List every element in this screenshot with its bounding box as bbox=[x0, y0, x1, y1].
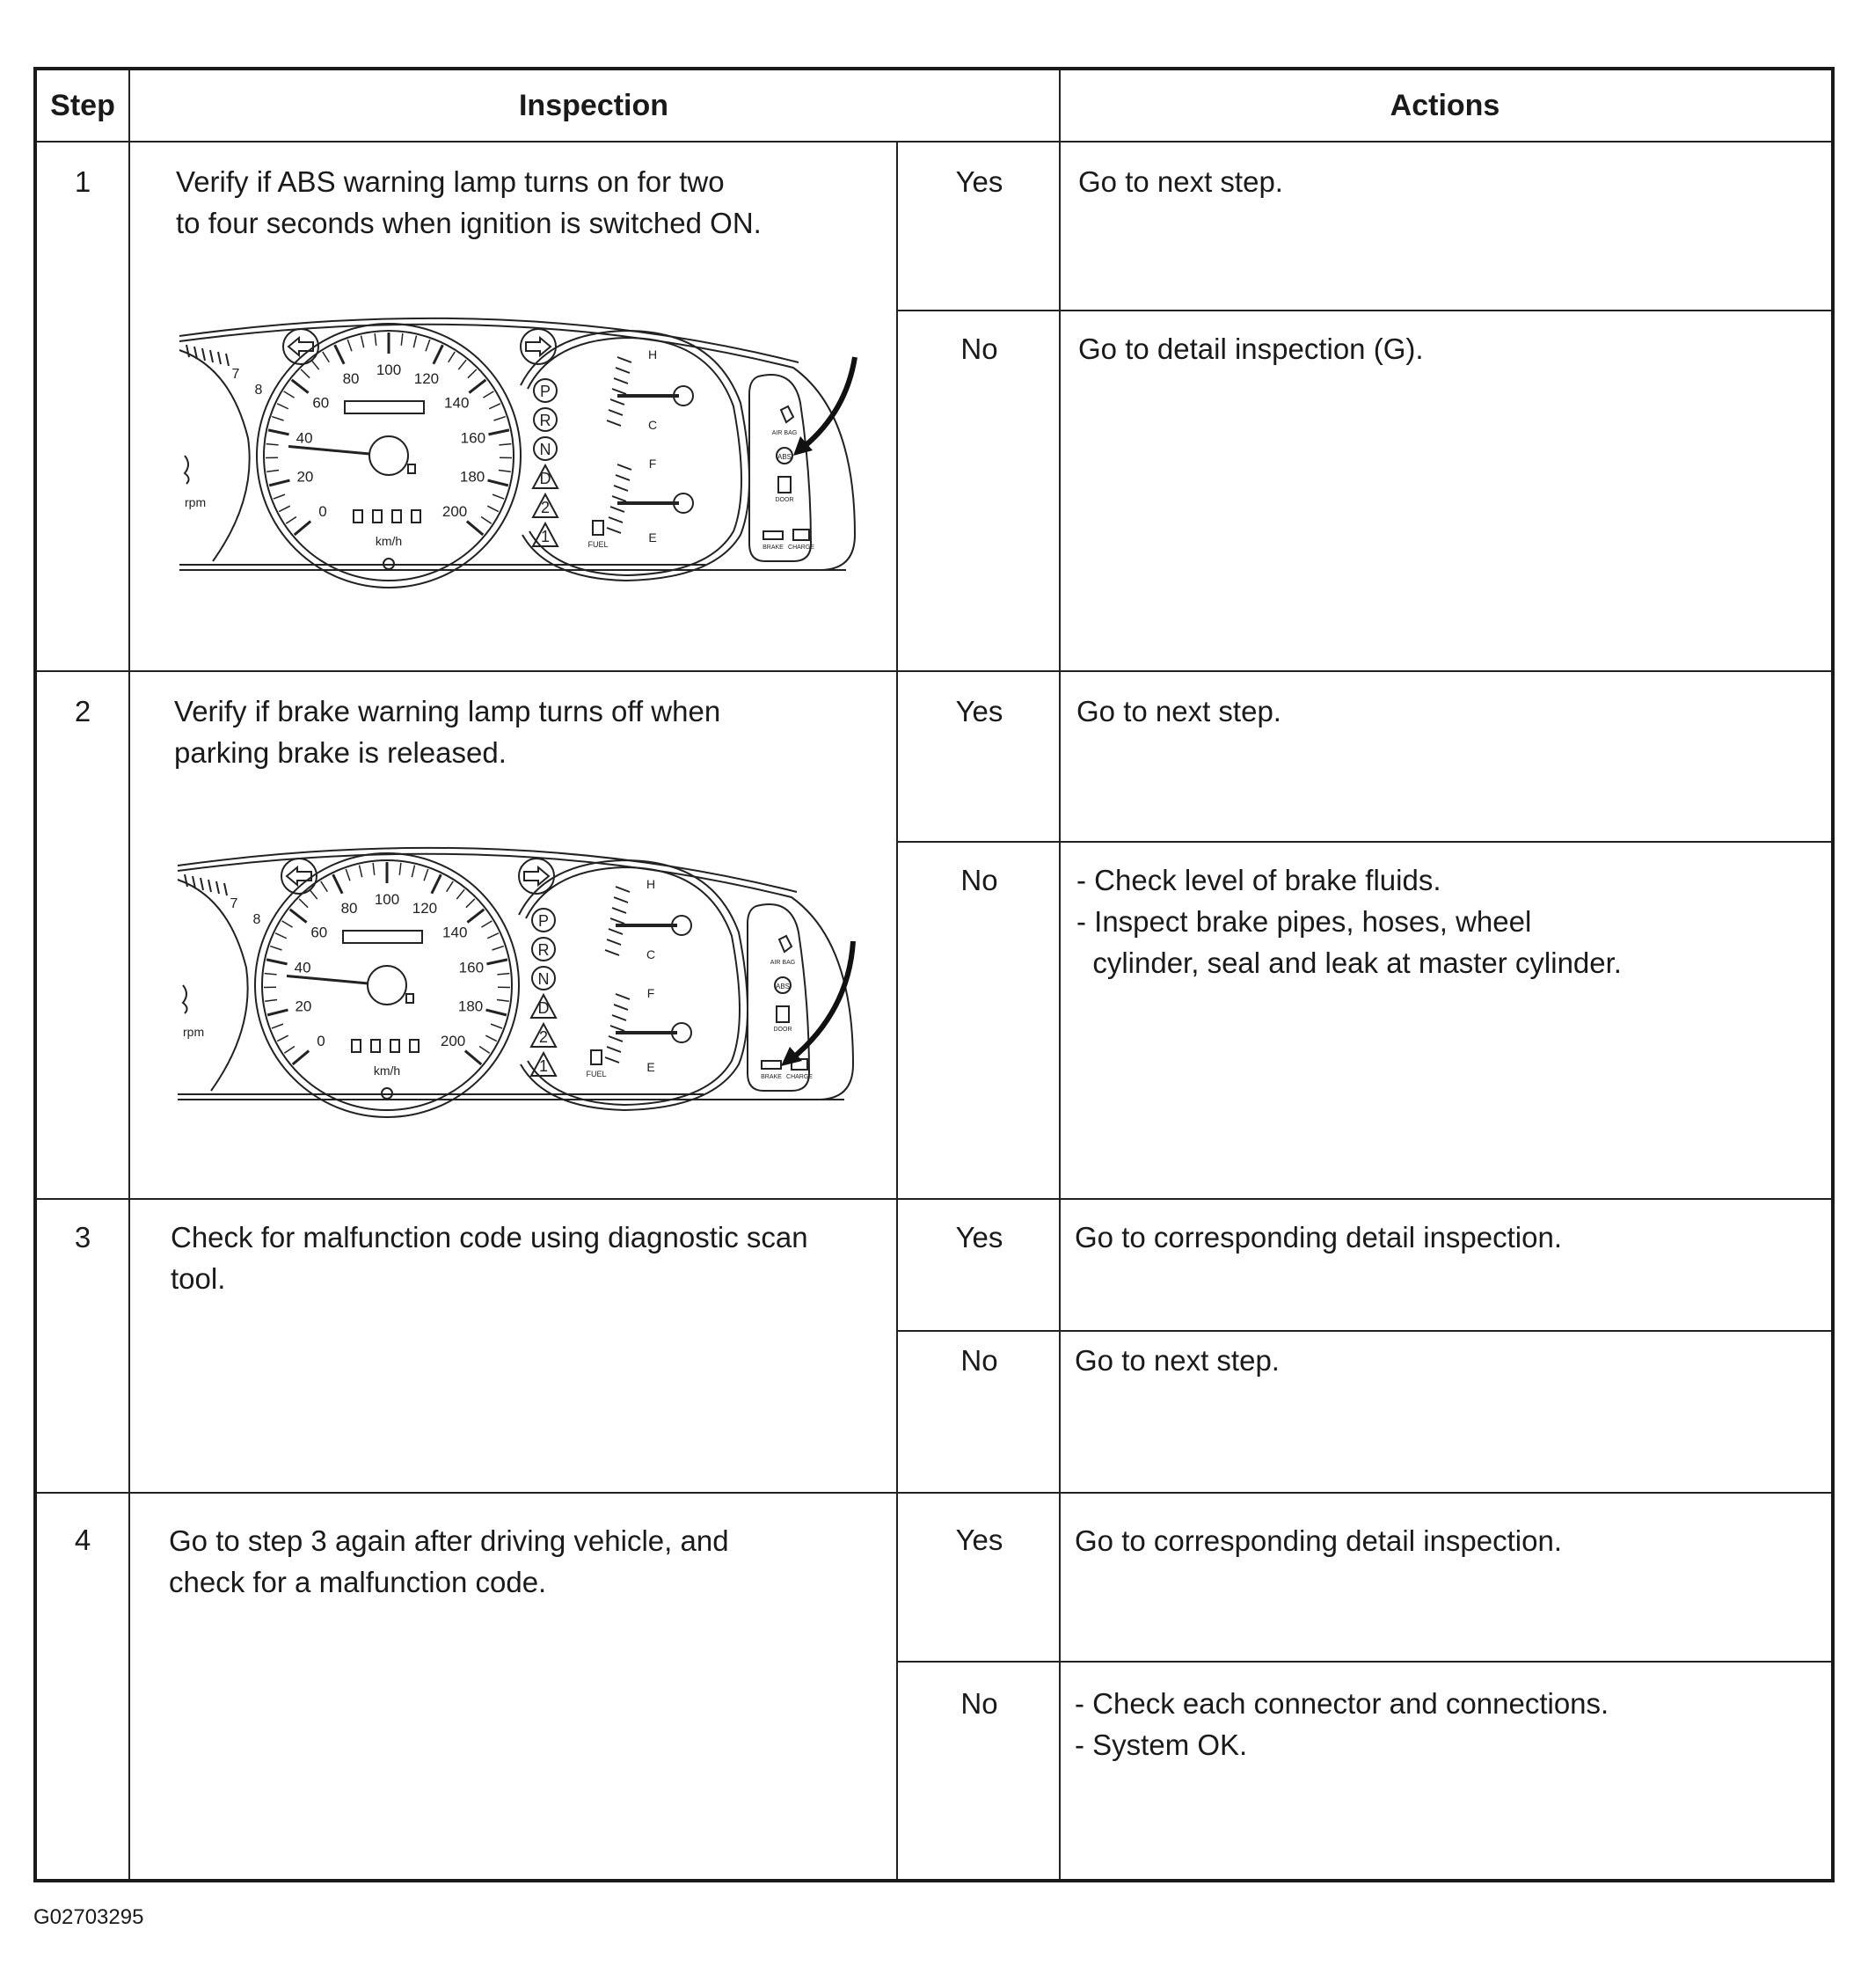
pointer-arrow bbox=[792, 941, 853, 1059]
speedometer-tick bbox=[290, 910, 307, 923]
speedometer-tick bbox=[488, 480, 508, 486]
fuel-full-label: F bbox=[646, 986, 655, 1000]
speedometer-tick bbox=[293, 1051, 309, 1064]
speedometer-tick bbox=[492, 946, 503, 950]
airbag-warning-label: AIR BAG bbox=[770, 960, 796, 966]
tachometer-tick bbox=[185, 874, 187, 887]
speedometer-tick bbox=[279, 506, 289, 511]
temperature-hot-label: H bbox=[647, 347, 658, 362]
temperature-tick bbox=[607, 939, 621, 945]
step-inspection-text: Verify if ABS warning lamp turns on for two to four seconds when ignition is switched ON. bbox=[176, 165, 762, 239]
action-line: - System OK. bbox=[1075, 1729, 1248, 1761]
gear-indicator-letter: D bbox=[537, 999, 550, 1017]
speedometer-reset-knob bbox=[406, 994, 413, 1003]
speedometer-tick bbox=[268, 430, 288, 435]
speedometer-tick bbox=[266, 470, 279, 471]
gear-indicator-letter: R bbox=[539, 412, 551, 429]
gear-indicator-letter: 2 bbox=[538, 1028, 549, 1046]
speedometer-tick bbox=[449, 352, 456, 362]
speedometer-tick bbox=[373, 863, 375, 875]
speedometer-tick bbox=[265, 974, 277, 975]
action-line: - Inspect brake pipes, hoses, wheel bbox=[1076, 905, 1532, 938]
speedometer-tick bbox=[491, 1024, 502, 1028]
step1-yes-no-divider bbox=[896, 310, 1831, 311]
brake-warning-label: BRAKE bbox=[763, 545, 784, 551]
odometer-digit bbox=[390, 1040, 399, 1052]
odometer-digit bbox=[352, 1040, 361, 1052]
speedometer-number: 200 bbox=[440, 1032, 466, 1049]
tachometer-arc bbox=[179, 350, 250, 561]
speedometer-tick bbox=[335, 345, 345, 364]
instrument-cluster-abs-figure bbox=[178, 315, 864, 667]
speedometer-number: 80 bbox=[342, 369, 360, 387]
speedometer-tick bbox=[310, 889, 317, 899]
fuel-tick bbox=[614, 486, 628, 491]
speedometer-number: 100 bbox=[376, 362, 402, 378]
speedometer-tick bbox=[487, 933, 499, 939]
speedometer-number: 0 bbox=[317, 1032, 325, 1049]
temperature-cold-label: C bbox=[646, 947, 656, 961]
speedometer-tick bbox=[321, 881, 328, 892]
gear-indicator-letter: D bbox=[539, 470, 551, 487]
action-line: - Check each connector and connections. bbox=[1075, 1687, 1609, 1720]
odometer-digit bbox=[354, 510, 362, 523]
tachometer-tick bbox=[224, 883, 227, 895]
temperature-tick bbox=[610, 918, 624, 924]
action-line: Go to next step. bbox=[1075, 1344, 1280, 1377]
gear-indicator-letter: N bbox=[537, 970, 550, 988]
speedometer-tick bbox=[486, 1010, 507, 1015]
action-line: cylinder, seal and leak at master cylinder. bbox=[1076, 946, 1622, 979]
door-warning-label: DOOR bbox=[775, 497, 794, 503]
speedometer-number: 0 bbox=[318, 502, 327, 520]
speedometer-number: 200 bbox=[441, 502, 468, 520]
step2-yes-no-divider bbox=[896, 841, 1831, 843]
temperature-tick bbox=[616, 887, 630, 892]
speedometer-tick bbox=[292, 380, 309, 393]
speedometer-tick bbox=[488, 430, 508, 435]
yes-label: Yes bbox=[955, 1524, 1003, 1556]
speedometer-number: 20 bbox=[295, 998, 312, 1015]
brake-warning-lamp bbox=[763, 531, 783, 539]
tachometer-tick bbox=[216, 881, 219, 894]
step1-row-divider bbox=[37, 670, 1831, 672]
step4-yes-no-divider bbox=[896, 1661, 1831, 1663]
no-label: No bbox=[960, 1344, 998, 1377]
speedometer-tick bbox=[266, 960, 287, 964]
tachometer-tick bbox=[186, 345, 189, 357]
charge-warning-lamp bbox=[793, 530, 809, 540]
abs-warning-label: ABS bbox=[775, 983, 791, 990]
airbag-warning-icon bbox=[781, 406, 793, 422]
fuel-tick bbox=[612, 1015, 626, 1020]
speedometer-tick bbox=[375, 333, 376, 346]
speedometer-display-window bbox=[345, 401, 424, 413]
speedometer-tick bbox=[497, 999, 509, 1001]
speedometer-tick bbox=[299, 899, 308, 908]
speedometer-number: 120 bbox=[412, 899, 438, 917]
header-actions: Actions bbox=[1390, 88, 1500, 122]
speedometer-number: 80 bbox=[340, 899, 358, 917]
speedometer-tick bbox=[486, 960, 507, 964]
no-action bbox=[1078, 328, 1424, 369]
tachometer-tick bbox=[226, 354, 229, 366]
speedometer-tick bbox=[465, 1051, 481, 1064]
speedometer-number: 40 bbox=[296, 429, 313, 447]
speedometer-number: 60 bbox=[310, 924, 328, 941]
speedometer-number: 160 bbox=[458, 959, 485, 976]
speedometer-needle-hub bbox=[368, 966, 406, 1005]
action-line: Go to next step. bbox=[1076, 695, 1281, 727]
charge-warning-label: CHARGE bbox=[788, 545, 814, 551]
cluster-housing-top bbox=[178, 854, 853, 1100]
speedometer-tick bbox=[274, 494, 285, 499]
pointer-arrow bbox=[804, 357, 855, 447]
speedometer-display-window bbox=[343, 931, 422, 943]
fuel-tick bbox=[609, 1036, 623, 1042]
step-column-divider bbox=[128, 70, 130, 1879]
speedometer-tick bbox=[277, 404, 288, 409]
airbag-warning-icon bbox=[779, 936, 792, 952]
door-warning-icon bbox=[777, 1006, 789, 1022]
speedometer-number: 180 bbox=[457, 998, 484, 1015]
fuel-tick bbox=[616, 475, 630, 480]
speedometer-tick bbox=[456, 889, 464, 899]
fuel-tick bbox=[616, 994, 630, 999]
tachometer-unit: rpm bbox=[185, 495, 207, 509]
gear-indicator-letter: N bbox=[539, 441, 551, 458]
temperature-cold-label: C bbox=[647, 418, 658, 432]
tachometer-arc bbox=[178, 880, 248, 1091]
speedometer-tick bbox=[466, 899, 475, 908]
warning-lamp-pod bbox=[749, 375, 811, 561]
odometer-digit bbox=[371, 1040, 380, 1052]
no-action bbox=[1076, 859, 1622, 983]
action-line: Go to next step. bbox=[1078, 165, 1283, 198]
temperature-tick bbox=[607, 420, 621, 426]
gauge-pod-inner bbox=[528, 338, 741, 575]
speedometer-tick bbox=[333, 874, 343, 894]
temperature-tick bbox=[614, 378, 628, 384]
door-warning-label: DOOR bbox=[773, 1027, 792, 1033]
warning-lamp-pod bbox=[748, 904, 809, 1091]
fuel-tick bbox=[609, 517, 623, 523]
speedometer-tick bbox=[301, 369, 310, 378]
speedometer-tick bbox=[489, 404, 500, 409]
speedometer-tick bbox=[311, 360, 319, 369]
speedometer-tick bbox=[282, 921, 293, 927]
cluster-housing-top bbox=[179, 325, 855, 570]
speedometer-tick bbox=[401, 333, 403, 346]
speedometer-tick bbox=[493, 417, 505, 420]
brake-warning-label: BRAKE bbox=[761, 1074, 782, 1080]
tachometer-tick bbox=[218, 352, 221, 364]
fuel-pump-icon bbox=[593, 521, 603, 535]
fuel-label: FUEL bbox=[586, 1070, 607, 1078]
temperature-tick bbox=[612, 389, 626, 394]
temperature-tick bbox=[605, 950, 619, 955]
speedometer-number: 40 bbox=[294, 959, 311, 976]
tachometer-unit: rpm bbox=[183, 1025, 205, 1039]
temperature-tick bbox=[617, 357, 631, 362]
gear-indicator-letter: R bbox=[537, 941, 550, 959]
speedometer-tick bbox=[483, 391, 493, 398]
gear-indicator-letter: 1 bbox=[538, 1057, 549, 1075]
speedometer-tick bbox=[275, 933, 287, 939]
fuel-label: FUEL bbox=[587, 540, 609, 549]
gear-indicator-letter: P bbox=[539, 383, 551, 400]
step-number: 4 bbox=[74, 1524, 91, 1556]
header-divider bbox=[37, 141, 1831, 143]
step3-yes-no-divider bbox=[896, 1330, 1831, 1332]
figure-code: G02703295 bbox=[33, 1905, 144, 1929]
speedometer-tick bbox=[447, 881, 454, 892]
fuel-empty-label: E bbox=[646, 1060, 655, 1074]
left-turn-signal-icon bbox=[288, 338, 313, 355]
temperature-tick bbox=[612, 908, 626, 913]
yes-action bbox=[1075, 1217, 1562, 1258]
speedometer-tick bbox=[481, 517, 492, 524]
speedometer-number: 180 bbox=[459, 468, 485, 486]
gear-indicator-letter: 1 bbox=[540, 528, 551, 545]
tachometer-number: 8 bbox=[252, 912, 261, 927]
temperature-tick bbox=[609, 929, 623, 934]
action-line: Go to corresponding detail inspection. bbox=[1075, 1221, 1563, 1253]
fuel-tick bbox=[617, 464, 631, 470]
temperature-tick bbox=[609, 410, 623, 415]
speedometer-tick bbox=[399, 863, 401, 875]
instrument-cluster-brake-figure bbox=[176, 844, 862, 1196]
speedometer-tick bbox=[284, 391, 295, 398]
speedometer-tick bbox=[286, 517, 296, 524]
speedometer-tick bbox=[272, 1024, 283, 1028]
header-inspection: Inspection bbox=[518, 88, 669, 122]
speedometer-tick bbox=[487, 506, 498, 511]
speedometer-tick bbox=[412, 866, 414, 878]
no-action bbox=[1075, 1340, 1280, 1381]
speedometer-number: 140 bbox=[444, 394, 470, 412]
step2-row-divider bbox=[37, 1198, 1831, 1200]
speedometer-tick bbox=[458, 360, 466, 369]
airbag-warning-label: AIR BAG bbox=[771, 430, 798, 436]
door-warning-icon bbox=[778, 477, 791, 493]
speedometer-unit: km/h bbox=[375, 534, 403, 548]
odometer-digit bbox=[412, 510, 420, 523]
speedometer-tick bbox=[347, 340, 352, 351]
speedometer-tick bbox=[266, 444, 279, 445]
yes-action bbox=[1076, 691, 1281, 732]
speedometer-needle-hub bbox=[369, 436, 408, 475]
speedometer-tick bbox=[346, 869, 350, 881]
gear-indicator-letter: 2 bbox=[540, 499, 551, 516]
speedometer-tick bbox=[270, 946, 281, 950]
temperature-tick bbox=[610, 399, 624, 405]
speedometer-number: 60 bbox=[312, 394, 330, 412]
speedometer-tick bbox=[277, 1035, 288, 1041]
temperature-hot-label: H bbox=[646, 877, 656, 891]
speedometer-number: 140 bbox=[442, 924, 468, 941]
speedometer-tick bbox=[272, 417, 283, 420]
step-inspection-text: Verify if brake warning lamp turns off when parking brake is released. bbox=[174, 695, 721, 769]
speedometer-tick bbox=[295, 522, 310, 535]
fuel-tick bbox=[607, 1047, 621, 1052]
speedometer-tick bbox=[499, 444, 511, 445]
tachometer-number: 7 bbox=[230, 896, 238, 911]
speedometer-tick bbox=[361, 336, 364, 348]
tachometer-tick bbox=[201, 878, 203, 890]
speedometer-tick bbox=[434, 345, 443, 364]
yes-label: Yes bbox=[955, 695, 1003, 727]
yes-action bbox=[1075, 1520, 1562, 1561]
fuel-tick bbox=[605, 1057, 619, 1063]
yes-label: Yes bbox=[955, 165, 1003, 198]
speedometer-tick bbox=[360, 866, 362, 878]
odometer-digit bbox=[373, 510, 382, 523]
action-line: Go to detail inspection (G). bbox=[1078, 333, 1424, 365]
yes-label: Yes bbox=[955, 1221, 1003, 1253]
yes-no-column-divider bbox=[896, 141, 898, 1879]
speedometer-number: 20 bbox=[296, 468, 314, 486]
charge-warning-label: CHARGE bbox=[786, 1074, 813, 1080]
tachometer-number: 8 bbox=[254, 383, 263, 398]
speedometer-tick bbox=[493, 494, 504, 499]
tachometer-needle-hub bbox=[183, 985, 187, 1013]
tachometer-tick bbox=[208, 880, 211, 892]
speedometer-tick bbox=[432, 874, 441, 894]
step-inspection-text: Go to step 3 again after driving vehicle, and check for a malfunction code. bbox=[169, 1524, 729, 1598]
action-line: Go to corresponding detail inspection. bbox=[1075, 1524, 1563, 1557]
left-turn-signal-icon bbox=[287, 867, 311, 885]
speedometer-tick bbox=[424, 869, 428, 881]
speedometer-number: 160 bbox=[460, 429, 486, 447]
fuel-full-label: F bbox=[648, 457, 657, 471]
fuel-tick bbox=[614, 1005, 628, 1010]
inspection-table bbox=[33, 67, 1835, 1882]
brake-warning-lamp bbox=[762, 1061, 781, 1069]
speedometer-tick bbox=[467, 522, 483, 535]
speedometer-tick bbox=[265, 999, 277, 1001]
step-inspection-text: Check for malfunction code using diagnostic scan tool. bbox=[171, 1221, 808, 1295]
speedometer-tick bbox=[468, 369, 477, 378]
speedometer-tick bbox=[467, 910, 484, 923]
speedometer-tick bbox=[469, 380, 485, 393]
speedometer-tick bbox=[499, 470, 511, 471]
odometer-digit bbox=[392, 510, 401, 523]
temperature-tick bbox=[614, 897, 628, 903]
step-number: 1 bbox=[74, 165, 91, 198]
speedometer-reset-knob bbox=[408, 464, 415, 473]
no-label: No bbox=[960, 333, 998, 365]
speedometer-tick bbox=[284, 1047, 295, 1054]
tachometer-tick bbox=[210, 350, 213, 362]
gear-indicator-letter: P bbox=[537, 912, 550, 930]
speedometer-tick bbox=[426, 340, 430, 351]
speedometer-tick bbox=[479, 1047, 490, 1054]
step-number: 3 bbox=[74, 1221, 91, 1253]
speedometer-number: 120 bbox=[413, 369, 440, 387]
header-step: Step bbox=[50, 88, 115, 122]
speedometer-unit: km/h bbox=[373, 1063, 401, 1078]
odometer-digit bbox=[410, 1040, 419, 1052]
fuel-pump-icon bbox=[591, 1050, 602, 1064]
fuel-empty-label: E bbox=[648, 530, 657, 545]
fuel-tick bbox=[610, 507, 624, 512]
speedometer-tick bbox=[323, 352, 330, 362]
tachometer-tick bbox=[202, 348, 205, 361]
speedometer-tick bbox=[485, 1035, 496, 1041]
abs-warning-label: ABS bbox=[777, 453, 792, 461]
action-line: - Check level of brake fluids. bbox=[1076, 864, 1441, 896]
no-label: No bbox=[960, 1687, 998, 1720]
fuel-tick bbox=[607, 528, 621, 533]
speedometer-number: 100 bbox=[374, 891, 400, 908]
speedometer-tick bbox=[269, 480, 289, 486]
gauge-pod-inner bbox=[526, 867, 740, 1105]
tachometer-needle-hub bbox=[185, 456, 189, 484]
fuel-tick bbox=[610, 1026, 624, 1031]
speedometer-tick bbox=[413, 336, 416, 348]
temperature-tick bbox=[616, 368, 630, 373]
speedometer-tick bbox=[267, 1010, 288, 1015]
speedometer-tick bbox=[481, 921, 492, 927]
yes-action bbox=[1078, 161, 1283, 202]
speedometer-tick bbox=[497, 974, 509, 975]
no-label: No bbox=[960, 864, 998, 896]
step-number: 2 bbox=[74, 695, 91, 727]
tachometer-number: 7 bbox=[231, 367, 240, 382]
fuel-tick bbox=[612, 496, 626, 501]
step3-row-divider bbox=[37, 1492, 1831, 1494]
no-action bbox=[1075, 1683, 1609, 1765]
